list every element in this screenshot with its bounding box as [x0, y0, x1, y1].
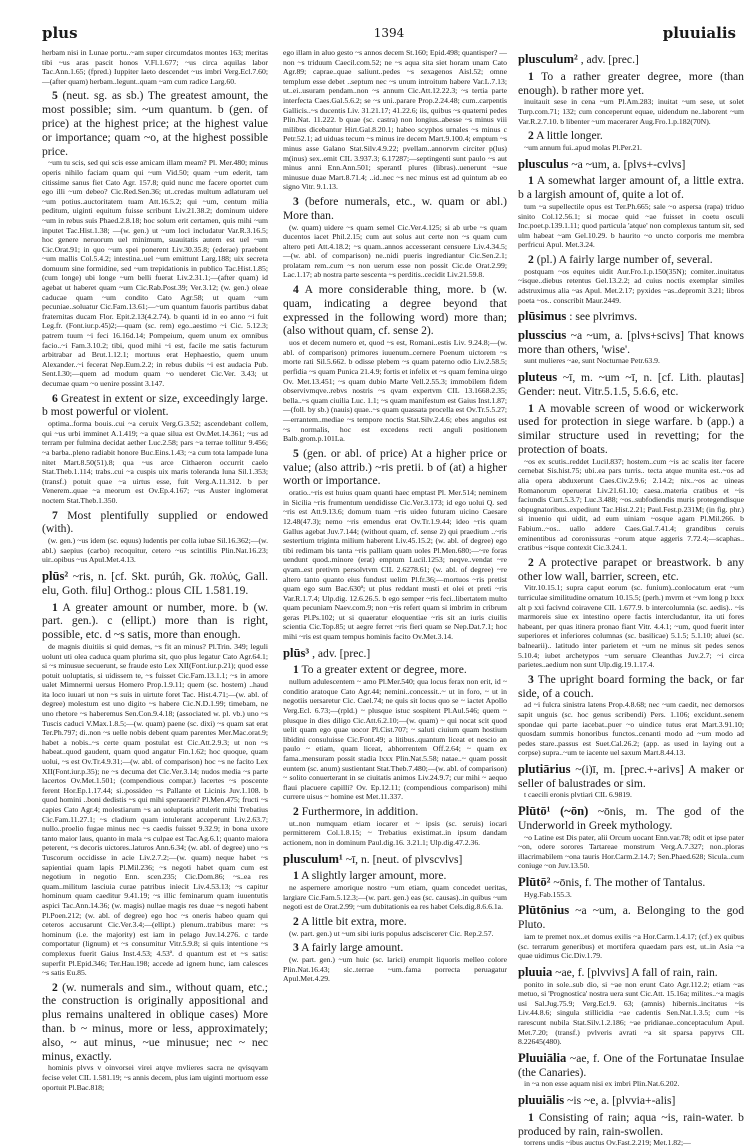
grammatical-info: ~ōnis, m. The god of the Underworld in Greek mythology.	[518, 805, 744, 832]
sense-definition	[42, 981, 268, 1064]
sense-number: 1	[528, 174, 534, 188]
entry-headword-line	[518, 805, 744, 833]
grammatical-info: ~ōnis, f. The mother of Tantalus.	[553, 876, 706, 890]
definition-text: A somewhat larger amount of, a little extra. b a largish amount of, quite a lot of.	[518, 174, 744, 202]
citation-block: (w. quam) uidere ~s quam semel Cic.Ver.4.125; si ab urbe ~s quam ducentos iacet Phil.2.15; cum aut solus aut certe non ~s quam cum altero peti Att.4.18.2; ~s quam..annos accesserant censuere Liv.4.34.5;—(w. abl. of comparison) ne..nidi pueris ingrediantur Cic.Sen.2.1; prolatam rem..cum ~s non uerum esse non possit Cic.de Orat.2.99; Lac.1.17; ab nostra parte sescenta ~s perditis..cecidit Liv.21.59.8.	[283, 222, 507, 280]
sense-definition	[42, 89, 268, 158]
citation-block: iam te premet nox..et domus exilis ~a Hor.Carm.1.4.17; (cf.) ex quibus (sc. terrarum generibus) et mortifera quaedam pars est, ut..in Asia ~a quae uidimus Cic.Div.1.79.	[518, 932, 744, 961]
headword: plūs²	[42, 568, 69, 583]
entry-headword-line	[42, 570, 268, 598]
citation-block: herbam nisi in Lunae portu..~am super circumdatos montes 163; meritas tibi ~us aras pascit honos V.Fl.1.677; ~us circa aquilas labor Tac.Ann.1.65; (fpred.) Iuppiter laeto descendet ~us imbri Verg.Ecl.7.60;—(after quam) herbam..legunt..quam ~am cum radice Larg.60.	[42, 48, 268, 86]
entry-headword-line	[518, 763, 744, 791]
definition-text: A movable screen of wood or wickerwork used for protection in siege warfare. b (app.) a similar structure used in revetting; for the protection of boats.	[518, 401, 744, 457]
sense-number: 1	[293, 869, 299, 883]
entry-headword-line	[518, 371, 744, 399]
sense-definition	[518, 1111, 744, 1139]
grammatical-info: : see plvrimvs.	[569, 310, 638, 324]
citation-block: ut..non numquam etiam iocarer et ~ ipsis (sc. seruis) iocari permitterem Col.1.8.15; ~ Trebatius existimat..in ipsum dandam actionem, non in dominum Paul.dig.16. 3.21.1; Ulp.dig.47.2.36.	[283, 818, 507, 847]
citation-block: Vitr.10.15.1; supra caput eorum (sc. funium)..conlocatum erat ~um turriculae similitudine ornatum 10.15.5; (perh.) mvrm et ~vm long p lxxx alt p xxi facivnd coiravene CIL 1.677.9. b intercolumnia (sc. aedis).. ~is marmoreis siue ex intestino opere factis intercludantur, ita uti fores habeant, per quas itinera pronao fiant Vitr. 4.4.1; ~um, quod fuerit inter superiores et inferiores columnas (sc. basilicae) 5.1.5; 5.1.10; aluei (sc. balnearii).. latitudo inter parietem et ~um ne minus sit pedes senos 5.10.4; iubet archetypos ~um seruare Cleanthas Juv.2.7; ~i circa parietes..aedium non sunt Ulp.dig.19.1.17.4.	[518, 583, 744, 670]
grammatical-info: , adv. [prec.]	[312, 646, 371, 660]
grammatical-info: ~ris, n. [cf. Skt. purúh, Gk. πολύς, Gall. elu, Goth. filu] Orthog.: plous CIL 1.581.19.	[42, 569, 269, 597]
citation-block: ~um tu scis, sed qui scis esse amicam illam meam? Pl. Mer.480; minus operis nihilo faciam quam qui ~um Vid.50; quam ~um ederit, tam citissime sanus fiet Cato Agr. 157.8; quid nunc me facere oportet cum ego illi ~um debeo? Cic.Red.Sen.36; ut..credas multum adlaturam uel ~um potius..auctoritatem tuam Att.16.5.2; qui ~um, centum milia peditum, uiginti equitum fuisse scribunt Liv.21.38.2; dominum uidere ~um in rebus suis Phaed.2.8.18; hoc solum erit certamen, quis mihi ~um inputet Tac.Hist.1.38; —(w. gen.) ut ~um loci includatur Var.R.3.16.5; hoc genere neruorum uel minimum, suauitatis autem est uel ~um Cic.Orat.91; in quo ~um spei ponerent Liv.30.35.8; (ederae) praebent ~um mallis Col.5.4.2; intestina..uel ~um emittunt Larg.188; uix secreta domuum sine formidine, sed ~um trepidationis in publico Tac.Hist.1.85; (cum longe) ubi longe ~um belli fuerat Liv.2.31.1;—(after quam) id agebat ut haberet quam ~um Cic.Rab.Post.39; Ver.3.12; (w. gen.) oleae caducae quam ~um condito Cato Agr.58; ut quam ~um pecuniae..soluatur Cic.Fam.13.61;—~um quantum fauoris partibus dabat fraternitas ducam Flor. Epit.2.13(4.2.74). b quanti id in eo anno ~i fuit Leg.fr. (Font.iur.p.45)2;—quam (sc. rem) ego..aestimo ~i Cic. 5.12.3; patrem tuum ~i feci 16.16d.14; Pompeium, quem unum ex omnibus facio..~i Fam.3.10.2; tibi, quod mihi ~i est, facile me satis facturum arbitrabar ad Brut.1.12.1; mortuus erat Hephaestio, quem unum Alexander..~i fecerat Nep.Eum.2.2; in rebus dubiis ~i est audacia Pub. Sent.I.30;—quem ad modum quam ~o uenderet Cic.Ver. 3.43; ut decumae quam ~o uenire possint 3.147.	[42, 158, 268, 389]
entry-headword-line	[283, 647, 507, 661]
sense-definition	[518, 673, 744, 701]
citation-block: tum ~a supellectile opus est Ter.Ph.665; sale ~o aspersa (rapa) triduo sinito Col.12.56.1; si mocae quid ~ae fuisset in coetu osculi Inc.poet.p.139.1.11; quod particula 'atque' non complexus tantum sit, sed ulm habeat ~am Gel.10.29. b haurito ~o uncto corporis me membra perfricui Apul. Met.3.24.	[518, 201, 744, 250]
sense-definition	[283, 941, 507, 955]
sense-definition	[518, 556, 744, 584]
citation-block: inuitauit sese in cena ~um Pl.Am.283; inuitat ~um sese, ut solet Turp.com.71; 132; cum conceperunt equae, uidendum ne..laborent ~um Var.R.2.7.10. b libenter ~um macerarer Aug.Fro.1.p.182(70N).	[518, 97, 744, 126]
definition-text: (before numerals, etc., w. quam or abl.) More than.	[283, 194, 507, 222]
grammatical-info: ~ae, f. One of the Fortunatae Insulae (the Canaries).	[518, 1051, 745, 1079]
citation-block: postquam ~os equites uidit Aur.Fro.1.p.150(35N); comiter..inuitatus ~isque..diebus retentus Gel.13.2.2; ad cuius noctis exemplar similes adstruximus alia ~as Apul. Met.2.17; pyxides ~as..depromit 3.21; libros poeta ~os.. conscribit Maur.2449.	[518, 266, 744, 305]
column-1	[42, 48, 268, 1092]
headword: plusscius	[518, 327, 567, 342]
sense-number: 5	[293, 446, 299, 460]
grammatical-info: ~(i)ī, m. [prec.+-arivs] A maker or seller of balustrades or sim.	[518, 762, 744, 790]
headword: Pluuiālia	[518, 1050, 567, 1065]
citation-block: sunt mulieres ~ae, sunt Nocturnae Petr.63.9.	[524, 356, 660, 366]
definition-text: A more considerable thing, more. b (w. quam, indicating a degree beyond that expressed in the following word) more than; (also without quam, cf. sense 2).	[283, 283, 507, 338]
citation-block: ego illam in aluo gesto ~s annos decem St.160; Epid.498; quantisper? — non ~s triduum Caecil.com.52; ne ~s aqua sita siet horam unam Cato Agr.89; caprae..quae saliunt..pedes ~s sexagenos Aisl.52; omne templum esse debet ..septum nec ~s unum introitum habere Var.L.7.13; ut..ei..usuram pendam..non ~s annum Cic.Att.12.22.3; ~s tertia parte interfecta Caes.Gal.5.6.2; se ~s uni..parare Prop.2.24.48; cum..carpentis Gallicis..~s ducentis Liv. 31.21.17; 41.22.6; iis, quibus ~s quaterni pedes Plin.Nat. 11.222. b quae (sc. castra) non longius..abesse ~s minus viii milibus dicebantur Hirt.Gal.8.20.1; habeo scyphos urnales ~s minus c Petr.52.1; ad uiduas tecum ~s minus ire decem Mart.9.100.4; emptum ~s minus asse Galano Stat.Silv.4.9.22; pvellam..annorvm circiter p(lus) m(inus) sex..emit CIL 3.937.3; 6.17287;—septingenti sunt paulo ~s aut minus anni Enn.Ann.501; sperantI plures (libras)..uenerunt ~sue minusue duae Mart.8.71.4; ..id..nec ~s nec minus est ad quintum ab eo signo Vitr. 9.1.13.	[283, 48, 507, 192]
sense-number: 2	[528, 252, 534, 266]
headword: plūsimus	[518, 309, 567, 324]
definition-text: The upright board forming the back, or far side, of a couch.	[518, 672, 744, 700]
right-guide-word: pluuialis	[662, 24, 736, 42]
citation-block: (w. part. gen.) ut ~um sibi iuris populus adsciscerет Cic. Rep.2.57.	[289, 928, 494, 938]
definition-text: A greater amount or number, more. b (w. part. gen.). c (ellipt.) more than is right, possible, etc. d ~s satis, more than enough.	[42, 600, 268, 642]
entry-headword-line	[518, 329, 744, 357]
entry-headword-line	[518, 904, 744, 932]
sense-definition	[283, 447, 507, 488]
sense-number: 5	[52, 89, 58, 103]
citation-block: ne aspernere amorique nostro ~um etiam, quam concedet ueritas, largiare Cic.Fam.5.12.3;—(w. part. gen.) eas (sc. causas)..in quibus ~um negoti est de Orat.2.99; ~um dubitationis ea res habet Cels.dig.8.6.6.1a.	[283, 883, 507, 912]
entry-headword-line	[518, 158, 744, 172]
sense-definition	[283, 805, 507, 819]
sense-definition	[518, 70, 744, 98]
sense-definition	[42, 509, 268, 537]
headword: Plūtō¹ (~ōn)	[518, 804, 589, 819]
sense-number: 6	[52, 391, 58, 405]
sense-definition	[518, 174, 744, 202]
column-2	[283, 48, 507, 984]
definition-text: A fairly large amount.	[301, 941, 404, 955]
sense-number: 1	[528, 69, 534, 83]
definition-text: A slightly larger amount, more.	[301, 869, 447, 883]
running-head	[42, 24, 736, 44]
definition-text: Most plentifully supplied or endowed (with).	[42, 508, 268, 536]
headword: plutiārius	[518, 761, 571, 776]
sense-number: 3	[528, 672, 534, 686]
sense-number: 2	[293, 914, 299, 928]
sense-number: 1	[528, 1110, 534, 1124]
headword: Plūtō²	[518, 875, 551, 890]
definition-text: Consisting of rain; aqua ~is, rain-water. b produced by rain, rain-swollen.	[518, 1110, 744, 1138]
sense-number: 1	[528, 401, 534, 415]
citation-block: de magnis diuitiis si quid demas, ~s fit an minus? Pl.Trin. 349; leguli uolunt uti olea caduca quam plurima sit, quo plus legatur Cato Agr.64.1; si ~s minusue secuerunt, se fraude esto Lex XII(Font.iur.p.21); quod esse potuit uoluptatis, si uidissem te, ~s fuisset Cic.Fam.13.1.1; ~s in amore ualet Mimnermi uersus Homero Prop.1.9.11; quem (sc. hostem) ..haud ita loco iuuari ut non ~s suis in uirtute foret Tac. Hist.4.71;—(w. abl. of degree) molestum est uno digito ~s habere Cic.N.D.1.99; timebam, ne uno rhetore ~s haberemus Sen.Con.9.4.18; (associated w. pl. vb.) uno ~s Tuscis caduci V.Max.1.8.5;—(w. quam) paene (sc. dixi) ~s quam sat erat Ter.Ph.797; di..non ~s uelle nobis debent quam parentes Mer.Mac.orat.9; habet a nobis..~s certe quam postulat est Cic.Att.2.9.3; ut non ~s habeat..quod gaudent, quam quod angatur Fin.1.62; hoc quoque, quam uolui, ~s est Ov.Tr.4.9.31;—(w. abl. of comparison) hoc ~s ne facito Lex XII(Font.iur.p.35); ne ~s decuma det Cic.Ver.3.14; nudos media ~s parte lacertos Ov.Met.1.501; (compendious compar.) lacertes ~s poscente ferent Hor.Ep.1.17.44; si..possideo ~s Pallante et Licinis Juv.1.108. b quod homini ..boni dedistis ~s qui mihi sperauerit? Pl.Men.475; fructi ~s capies Cato Agr.4; molestiarum ~s an uoluptatis attulerit mihi Trebatius Cic.Fam.11.27.1; ~s cladium quam intulerant acceperunt Liv.2.63.7; nullo..proelio fugae minus nec ~s caedis fuisset 9.32.9; in bona uxore tanto maior laus, quanto in mala ~s culpae est Tac.Ag.6.1; quanto maiora peterent, ~s decoris uictores..laturos Ann.6.34; (w. abl. of degree) uno ~s Tuscorum occidisse in acie Liv.2.7.2;—(w. quam) neque habet ~s sapientiai quam lapis Pl.Mil.236; ~s negoti habet quam cum est negotium in negotio Enn. scen.235; Cic.Dom.86; ~s..ea res quam..militum lasciuia curae patribus iniecit Liv.4.53.13; ~s capitur hominum quam caeditur 9.41.19; ~s illic feminarum quam iuuentutis aspici Tac.Ann.14.36; (w. magis) nullae magis res duae ~s negoti habent Pl.Poen.212; (w. abl. of degree) ego hoc ~s oneris habeo quam qui ceteros accusarunt Cic.Ver.3.4;—(ellipt.) plenum..trabibus mare: ~s hominum (i.e. the majority) est iam in pelago Juv.14.276. c tarde comportatur (lignum) et ~s consumitur Vitr.5.9.8; si quis intentione ~s complexus fuerit Gaius Inst.4.53; 4.53ª. d quantum est et ~s satis: superfit Pl.Epid.346; Ter.Hau.198; accede ad ignem hunc, iam calesces ~s satis Eu.85.	[42, 641, 268, 978]
definition-text: To a greater extent or degree, more.	[301, 663, 467, 677]
citation-block: ~o Latine est Dis pater, alii Orcum uocant Enn.var.78; odit et ipse pater ~on, odere sorores Tartareae monstrum Verg.A.7.327; non..ploras illacrimabilem ~ona tauris Hor.Carm.2.14.7; Sen.Phaed.628; Sicula..cum coniuge ~on Juv.13.50.	[518, 832, 744, 871]
citation-block: optima..forma bouis..cui ~a ceruix Verg.G.3.52; ascendebant collem, qui ~us urbi imminet A.1.419; ~a quae silua est Ov.Met.14.361; ~us ad terram per fulmina decidat aether Luc.2.58; pars ~a terrae tollitur 9.456; ~a barba..pleno radiabit honore Buc.Eins.1.43; ~a cum tota lampade luna nitet Mart.8.50(51).8; qua ~us arce Cithaeron occurrit caelo Stat.Theb.1.114; trabs..cui ~a cuspis uix maris toleranda luna Sil.1.353; (transf.) potuit quae ~a uirtus esse, fuit Verg.A.11.312. b per Venerem..quae ~a meorum est Ov.Ep.4.167; ~us Auster inglomerat noctem Stat.Theb.1.350.	[42, 419, 268, 505]
grammatical-info: ~a ~um, a. [plvs+scivs] That knows more than others, 'wise'.	[518, 328, 744, 356]
sense-definition	[42, 601, 268, 642]
entry-headword-line	[518, 310, 744, 324]
sense-definition	[283, 283, 507, 338]
grammatical-info: ~ae, f. [plvvivs] A fall of rain, rain.	[555, 965, 718, 979]
citation-block: ad ~i fulcra sinistra latens Prop.4.8.68; nec ~um caedit, nec demorsos sapit unguis (sc. hoc genus scribendi) Pers. 1.106; excidunt..senem spondae qui parte iacebat..puer ~o uindice tutus erat Mart.3.91.10; quosdam summis honoribus functos..cenanti modo ad ~um modo ad pedes stare..passus est Suet.Cal.26.2; (app. as used in laying out a corpse) supra..~um te iacente uel saxum Mart.8.44.13.	[518, 700, 744, 758]
citation-block: ~os ex scutis..reddet Lucil.837; hostem..cum ~is ac scalis iter facere cernebat Sis.hist.75; ubi..ea pars turris.. tecta atque munita est..~os ad alia opera abduxerunt Caes.Civ.2.9.6; 2.14.2; nix..~os ac uineas Romanorum operuerat Liv.21.61.10; caesa..materia cratibus et ~is faciundis Curt.5.3.7; Luc.3.488; ~os..subfodiendis muris protegendisque obpugnatoribus..expediunt Tac.Hist.2.21; Paul.Fest.p.231M; (in fig. phr.) si inuenio qui uidit, ad eum uiniam ~osque agam Pl.Mil.266. b Fabium..~os.. uallo addere Caes.Gal.7.41.4; grandibus ceruis eminentibus ad coronissuras ~orum atque aggeris 7.72.4;—scaphas.. cratibus ~isque contexit Cic.3.24.1.	[518, 456, 744, 553]
citation-block: (w. gen.) ~us idem (sc. equus) ludentis per colla iubae Sil.16.362;—(w. abl.) saepius (carbo) recoquitur, cetero ~us scintillis Plin.Nat.16.23; uir..opibus ~us Apul.Met.4.13.	[42, 536, 268, 565]
sense-definition	[518, 129, 744, 143]
entry-headword-line	[283, 853, 507, 867]
left-guide-word: plus	[42, 24, 78, 42]
entry-headword-line	[518, 53, 744, 67]
definition-text: (pl.) A fairly large number of, several.	[536, 252, 713, 266]
grammatical-info: ~a ~um, a. Belonging to the god Pluto.	[518, 904, 745, 932]
definition-text: (w. numerals and sim., without quam, etc.; the construction is originally appositional and plus remains unaltered in oblique cases) More than. b ~ minus, more or less, approximately; also, ~ aut minus, ~ue minusue; nec ~ nec minus, exactly.	[42, 980, 268, 1063]
page-number: 1394	[373, 26, 405, 40]
sense-definition	[283, 663, 507, 677]
grammatical-info: ~is ~e, a. [plvvia+-alis]	[567, 1093, 676, 1107]
headword: Plūtōnius	[518, 903, 570, 918]
entry-headword-line	[518, 1052, 744, 1080]
sense-number: 3	[293, 941, 299, 955]
citation-block: (w. part. gen.) ~um huic (sc. larici) erumpit liquoris melleo colore Plin.Nat.16.43; sic..terrae ~um..fama porrecta peruagatur Apul.Met.4.29.	[283, 955, 507, 984]
citation-block: t caecili eronis plvtiari CIL 6.9819.	[524, 790, 632, 800]
sense-number: 7	[52, 508, 58, 522]
definition-text: Greatest in extent or size, exceedingly large. b most powerful or violent.	[42, 391, 269, 419]
definition-text: (neut. sg. as sb.) The greatest amount, the most possible; sim. ~um quantum. b (gen. of price) at the highest price; at the highest value or importance; quam ~o, at the highest possible price.	[42, 89, 268, 158]
sense-number: 1	[293, 663, 299, 677]
citation-block: Hyg.Fab.155.3.	[524, 889, 572, 899]
headword: plusculum²	[518, 52, 578, 66]
headword: plusculus	[518, 156, 569, 171]
sense-number: 2	[52, 980, 58, 994]
sense-number: 1	[52, 600, 58, 614]
definition-text: Furthermore, in addition.	[301, 804, 419, 818]
sense-number: 3	[293, 194, 299, 208]
sense-definition	[518, 253, 744, 267]
citation-block: torrens undis ~ibus auctus Ov.Fast.2.219; Met.1.82;—	[524, 1138, 691, 1148]
headword: pluuia	[518, 964, 553, 979]
citation-block: ponito in sole..sub dio, si ~ae non erunt Cato Agr.112.2; etiam ~as metuo, si 'Prognostica' nostra uera sunt Cic.Att. 15.16a; milites..~a magis usi Sal.Jug.75.9; Verg.Ecl.9. 63; (amnis) hibernis..incitatus ~is Liv.44.8.6; singula stillicidia ~ae cadentis Sen.Nat.1.3.5; cum ~is rarescunt nubila Stat.Silv.1.2.186; ~ae pridianae..conceptaculum Apul. Met.7.20; (transf.) pvlveris avrati ~a sit sparsa papyrvs CIL 8.22645(480).	[518, 979, 744, 1047]
grammatical-info: , adv. [prec.]	[580, 53, 639, 66]
grammatical-info: ~ī, n. [neut. of plvscvlvs]	[345, 852, 463, 866]
sense-definition	[42, 392, 268, 420]
headword: plusculum¹	[283, 851, 343, 866]
citation-block: ~um annum fui..apud molas Pl.Per.21.	[524, 142, 642, 152]
definition-text: (gen. or abl. of price) At a higher price or value; (also attrib.) ~ris pretii. b of (at) a higher worth or importance.	[283, 446, 507, 488]
sense-number: 4	[293, 283, 299, 297]
column-3	[518, 48, 744, 1148]
sense-definition	[283, 195, 507, 223]
entry-headword-line	[518, 1094, 744, 1108]
sense-definition	[283, 869, 507, 883]
sense-number: 2	[528, 129, 534, 143]
entry-headword-line	[518, 876, 744, 890]
entry-headword-line	[518, 966, 744, 980]
grammatical-info: ~ī, m. ~um ~ī, n. [cf. Lith. plautas] Gender: neut. Vitr.5.1.5, 5.6.6, etc.	[518, 371, 744, 398]
sense-definition	[283, 915, 507, 929]
citation-block: in ~a non esse aquam nisi ex imbri Plin.Nat.6.202.	[524, 1079, 680, 1089]
grammatical-info: ~a ~um, a. [plvs+-cvlvs]	[571, 157, 686, 171]
definition-text: A little longer.	[536, 129, 603, 143]
citation-block: nullum adulescentem ~ amo Pl.Mer.540; qua locus ferax non erit, id ~ conditio aratoque Cato Agr.44; nemini..concessit..~ ut in foro, ~ ut in negotiis uersaretur Cic. Cael.74; ne quis sit locus quo se ~ iactet Apollo Verg.Ecl. 6.73;—(rpld.) ~ plusque istuc sospitent Pl.Aul.546; quem ~ plusque in dies diligo Cic.Att.6.2.10;—(w. quam) ~ qui nocat scit quod uelit quam ego quae uocor Pl.Cist.707; ~ saluti ciuium quam hostium libidini consuluisse Cic.Font.49; a litibus..quantum liceat et nescio an paulo ~ etiam, quam liceat, abhorrentem Off.2.64; ~ quam ex fama..mensuram possit stadia lxxx Plin.Nat.5.58; natae..~ quam possit euntem (sc. anum) sustientant Stat.Theb.7.480;—(w. abl. of comparison) ~ solito conuerterant in se ciuitatis animos Liv.24.9.7; cur mihi ~ aequo flaui placuere capilli? Ov. Ep.12.11; (compendious comparison) mihi currere uisus ~ homine est Met.11.337.	[283, 677, 507, 802]
citation-block: hominis plvvs v oinvorsei virei atqve mvlieres sacra ne qvisqvam fecise velet CIL 1.581.19; ~s annis decem, plus iam uiginti mortuom esse oportuit Pl.Bac.818;	[42, 1063, 268, 1092]
definition-text: A little bit extra, more.	[301, 914, 407, 928]
headword: pluteus	[518, 370, 558, 385]
headword: plūs³	[283, 645, 310, 660]
definition-text: A protective parapet or breastwork. b any other low wall, barrier, screen, etc.	[518, 555, 744, 583]
citation-block: uos et decem numero et, quod ~s est, Romani..estis Liv. 9.24.8;—(w. abl. of comparison) primores iuuenum..cernere Poenum uictorem ~s morte rati Sil.5.662. b odisse plebem ~s quam paterno odio Liv.2.58.5; perfidia ~s quam Punica 21.4.9; fortis et infelix et ~s quam femina uirgo Ov. Met.13.451; ~s quam dubio Marte Vell.2.55.3; immobilem fidem observivmqve..rebvs nostris ~s qvam expertvm CIL 13.1668.2.35; bella..~s quam ciuilia Luc. 1.1; ~s quam manifestum est Gaius Inst.1.87;—(foll. by sb.) (nauis) quae..~s quam quassata procella est Ov.Tr.5.5.27; —errantem..mediae ~s tempore noctis Stat.Silv.2.4.6; ebes angulus est ~s normalis, hoc est excedens recti anguli positionem Balb.grom.p.101La.	[283, 338, 507, 444]
sense-number: 2	[528, 555, 534, 569]
sense-definition	[518, 402, 744, 457]
definition-text: To a rather greater degree, more (than enough). b rather more yet.	[518, 69, 744, 97]
citation-block: oratio..~ris est huius quam quanti haec emptast Pl. Mer.514; neminem in Sicilia ~ris frumentum uendidisse Cic.Ver.3.173; id ego uolui Q. sed ~ris est Att.9.13.6; domum tuam ~ris uideo futuram uicino Caesare 12.48(47.3); nemo ~ris emendus erat Ov.Tr.1.9.44; ideo ~ris quam Gallus agebat Juv.7.144; (without quam, cf. sense 2) qui praedium ..~ris sestertium triginta milium haberent Liv.45.15.2; (w. abl. of degree) ego tibi redimam bis tanta ~ris palliam quam uoles Pl.Men.680;—~re foras uendunt quod..minore (erat) emptum Lucil.1253; neqve..vendat ~re qvam..est pretivm persolvtvm CIL 2.6278.61; (w. abl. of degree) ~re altero tanto quanto eius fundust uelim Pl.fr.36;—mortuos ~ris pretist quam ego sum Bac.630ª; ut plus reddant musti et olei et preti ~ris Var.R.1.7.4; Ulp.dig. 12.6.26.5. b ego semper ~ris feci..libertatem multo quam pecuniam Naev.com.9; non ~ris refert quam si imbrim in cribrum geras Pl.Ps.102; ut si quaeratur eloquentiae ~ris sit an iuris ciuilis scientia Cic.Top.85; ut aegre ferret ~ris fieri quam se Nep.Dat.7.1; hoc mihi ~ris est quam tempus hominis facito Ov.Met.3.14.	[283, 488, 507, 642]
headword: pluuiālis	[518, 1092, 565, 1107]
sense-number: 2	[293, 804, 299, 818]
